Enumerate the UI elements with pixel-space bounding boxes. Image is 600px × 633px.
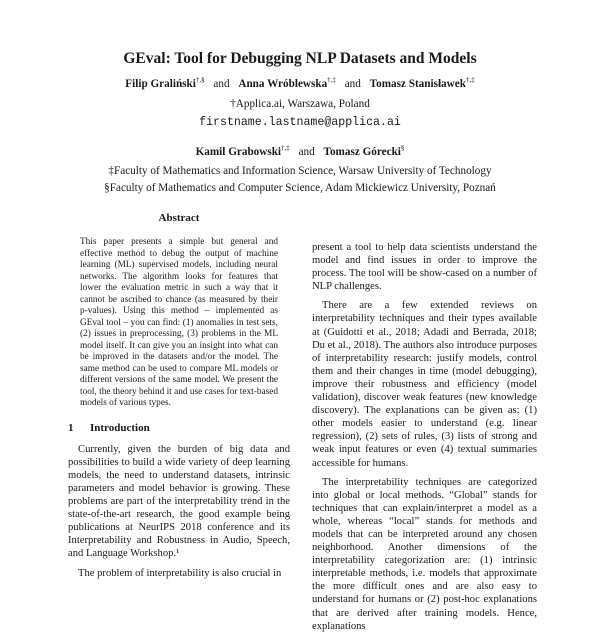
author-line-1 [0,78,600,90]
abstract-heading: Abstract [158,212,200,224]
author-grabowski-sup: †,‡ [281,144,290,152]
author-email: firstname.lastname@applica.ai [199,116,401,129]
author-wroblewska: Anna Wróblewska [238,78,328,90]
affiliation-warsaw: ‡Faculty of Mathematics and Information Science, Warsaw University of Technology [108,165,492,177]
left-column [68,212,290,580]
paper-title: GEval: Tool for Debugging NLP Datasets and Models [123,50,477,67]
section-title: Introduction [90,421,150,434]
author-gralinski-sup: †,§ [195,76,205,84]
author-stanislawek: Tomasz Stanisławek [369,78,466,90]
right-paragraph-1: present a tool to help data scientists understand the model and find issues in order to improve the process. The tool will be show-cased on a number of NLP challenges. [312,242,537,293]
intro-paragraph-1: Currently, given the burden of big data and possibilities to build a wide variety of deep learning models, the need to understand datasets, intrinsic parameters and model behavior is growing. These problems are part of the interpretability trend in the state-of-the-art research, the good example being publications at NeurIPS 2018 conference and its Interpretability and Robustness in Audio, Speech, and Language Workshop.¹ [68,443,290,560]
author-grabowski: Kamil Grabowski [195,146,282,158]
intro-paragraph-2: The problem of interpretability is also crucial in [78,567,282,579]
author-and-1: and [213,78,230,90]
right-paragraph-3: The interpretability techniques are categorized into global or local methods. “Global” stands for techniques that can explain/interpret a model as a whole, whereas “local” stands for methods and models that can be interpreted around any chosen neighborhood. Another dimensions of the interpretability categorization are: (1) intrinsic interpretable methods, i.e. models that approximate the more difficult ones and are also easy to understand for humans or (2) post-hoc explanations that are derived after training models. Hence, explanations [312,476,537,632]
author-line-2 [0,146,600,158]
abstract-text: This paper presents a simple but general and effective method to debug the output of machine learning (ML) supervised models, including neural networks. The algorithm looks for features that lower the evaluation metric in such a way that it cannot be ascribed to chance (as measured by their p-values). Using this method – implemented as GEval tool – you can find: (1) anomalies in test sets, (2) issues in preprocessing, (3) problems in the ML model itself. It can give you an insight into what can be improved in the datasets and/or the model. The same method can be used to compare ML models or different versions of the same model. We present the tool, the theory behind it and use cases for text-based models of various types. [80,237,278,409]
affiliation-applica: †Applica.ai, Warszawa, Poland [230,98,370,110]
author-gorecki: Tomasz Górecki [323,146,401,158]
section-heading-introduction [68,422,290,435]
section-number: 1 [68,421,74,434]
author-and-3: and [298,146,315,158]
author-gorecki-sup: § [400,144,405,152]
author-stanislawek-sup: †,‡ [465,76,475,84]
right-paragraph-2: There are a few extended reviews on interpretability techniques and their types available at (Guidotti et al., 2018; Adadi and Berrada, 2018; Du et al., 2018). The authors also introduce purposes of interpretability research: justify models, control them and their changes in time (model debugging), improve their robustness and efficiency (model validation), discover weak features (new knowledge discovery). The explanations can be given as: (1) other models easier to understand (e.g. linear regression), (2) sets of rules, (3) lists of strong and weak input features or even (4) textual summaries accessible for humans. [312,300,537,469]
author-and-2: and [344,78,361,90]
author-wroblewska-sup: †,‡ [327,76,336,84]
author-gralinski: Filip Graliński [125,78,196,90]
affiliation-poznan: §Faculty of Mathematics and Computer Science, Adam Mickiewicz University, Poznań [104,182,496,194]
right-column [312,241,537,633]
